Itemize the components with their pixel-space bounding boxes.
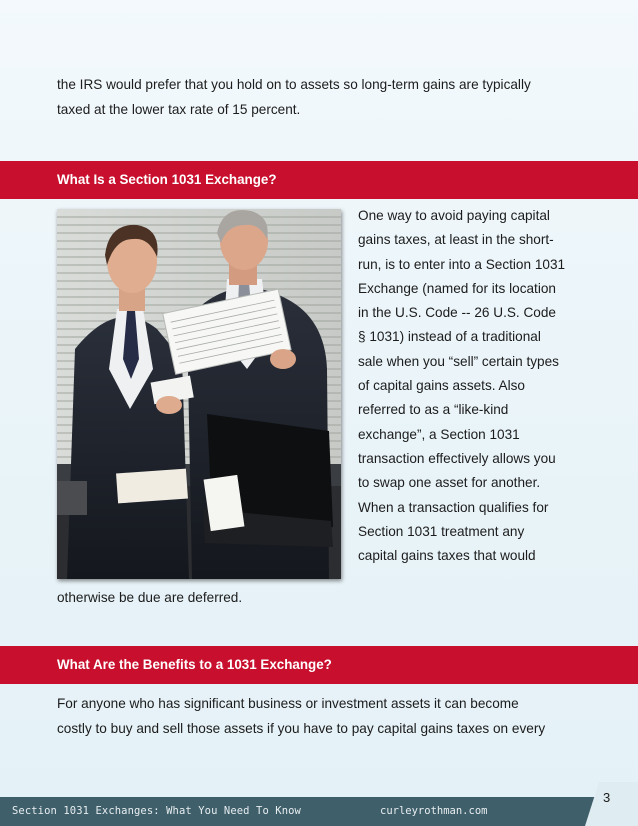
page-footer [0,797,638,826]
page-number-tab [585,782,638,826]
side-line: When a transaction qualifies for [358,499,549,515]
side-line: One way to avoid paying capital [358,208,550,223]
section2-line: costly to buy and sell those assets if you have to pay capital gains taxes on every [57,720,546,736]
side-line: gains taxes, at least in the short- [358,232,554,248]
page-number: 3 [603,790,611,805]
side-line: § 1031) instead of a traditional [358,329,541,345]
photo-illustration [57,209,341,579]
side-line: to swap one asset for another. [358,475,541,491]
side-line: capital gains taxes that would [358,548,536,564]
intro-line: the IRS would prefer that you hold on to assets so long-term gains are typically [57,77,531,92]
section-header-band [0,646,638,684]
section2-line: For anyone who has significant business or investment assets it can become [57,696,519,711]
side-line: referred to as a “like-kind [358,402,509,418]
intro-line: taxed at the lower tax rate of 15 percent. [57,101,301,117]
intro-paragraph [57,73,531,122]
side-line: sale when you “sell” certain types [358,353,559,369]
side-line: of capital gains assets. Also [358,378,525,394]
side-line: run, is to enter into a Section 1031 [358,256,566,272]
section1-continuation: otherwise be due are deferred. [57,590,243,605]
section-title-1031-exchange: What Is a Section 1031 Exchange? [57,172,277,187]
side-line: transaction effectively allows you [358,450,556,466]
side-line: exchange”, a Section 1031 [358,426,520,442]
section2-paragraph [57,692,545,741]
side-line: Section 1031 treatment any [358,523,525,539]
side-line: Exchange (named for its location [358,280,556,296]
side-line: in the U.S. Code -- 26 U.S. Code [358,305,556,321]
section1-side-text [358,204,598,568]
footer-document-title: Section 1031 Exchanges: What You Need To Know [12,805,301,817]
businessmen-photo [57,209,341,579]
footer-website: curleyrothman.com [380,805,488,817]
section-title-benefits: What Are the Benefits to a 1031 Exchange? [57,657,332,672]
section-header-band [0,161,638,199]
